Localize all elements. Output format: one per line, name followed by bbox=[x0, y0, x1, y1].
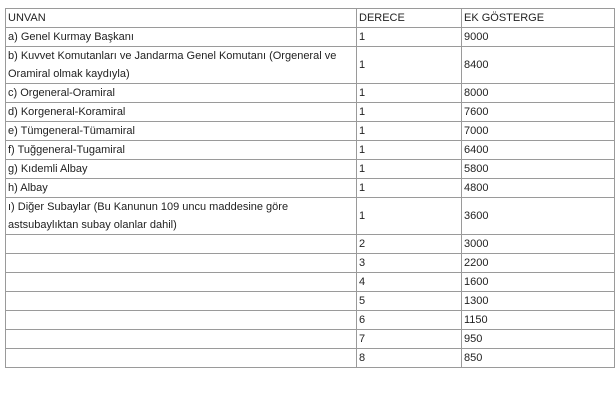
table-row bbox=[6, 330, 615, 349]
cell-ek-gosterge: 1150 bbox=[462, 311, 615, 330]
cell-unvan bbox=[6, 349, 357, 368]
table-row bbox=[6, 47, 615, 84]
cell-ek-gosterge: 950 bbox=[462, 330, 615, 349]
cell-derece: 1 bbox=[357, 47, 462, 84]
cell-unvan bbox=[6, 311, 357, 330]
header-unvan: UNVAN bbox=[6, 9, 357, 28]
cell-derece: 1 bbox=[357, 122, 462, 141]
cell-unvan: f) Tuğgeneral-Tugamiral bbox=[6, 141, 357, 160]
cell-derece: 1 bbox=[357, 179, 462, 198]
table-row bbox=[6, 273, 615, 292]
cell-derece: 1 bbox=[357, 141, 462, 160]
cell-ek-gosterge: 4800 bbox=[462, 179, 615, 198]
cell-derece: 1 bbox=[357, 103, 462, 122]
table-row bbox=[6, 84, 615, 103]
cell-ek-gosterge: 3000 bbox=[462, 235, 615, 254]
cell-unvan bbox=[6, 330, 357, 349]
cell-ek-gosterge: 3600 bbox=[462, 198, 615, 235]
rank-indicator-table bbox=[5, 8, 615, 368]
cell-derece: 4 bbox=[357, 273, 462, 292]
cell-derece: 6 bbox=[357, 311, 462, 330]
cell-unvan: g) Kıdemli Albay bbox=[6, 160, 357, 179]
cell-derece: 1 bbox=[357, 198, 462, 235]
cell-unvan: a) Genel Kurmay Başkanı bbox=[6, 28, 357, 47]
cell-ek-gosterge: 8000 bbox=[462, 84, 615, 103]
table-row bbox=[6, 160, 615, 179]
cell-unvan: c) Orgeneral-Oramiral bbox=[6, 84, 357, 103]
cell-derece: 7 bbox=[357, 330, 462, 349]
cell-derece: 1 bbox=[357, 160, 462, 179]
cell-derece: 5 bbox=[357, 292, 462, 311]
cell-ek-gosterge: 1300 bbox=[462, 292, 615, 311]
cell-derece: 8 bbox=[357, 349, 462, 368]
header-derece: DERECE bbox=[357, 9, 462, 28]
cell-ek-gosterge: 2200 bbox=[462, 254, 615, 273]
cell-ek-gosterge: 8400 bbox=[462, 47, 615, 84]
table-row bbox=[6, 122, 615, 141]
cell-unvan bbox=[6, 235, 357, 254]
cell-unvan bbox=[6, 254, 357, 273]
cell-derece: 1 bbox=[357, 28, 462, 47]
cell-unvan: e) Tümgeneral-Tümamiral bbox=[6, 122, 357, 141]
rank-table-container bbox=[5, 8, 615, 368]
cell-unvan: b) Kuvvet Komutanları ve Jandarma Genel Komutanı (Orgeneral ve Oramiral olmak kaydıyla) bbox=[6, 47, 357, 84]
cell-unvan bbox=[6, 273, 357, 292]
table-row bbox=[6, 235, 615, 254]
cell-derece: 3 bbox=[357, 254, 462, 273]
table-row bbox=[6, 141, 615, 160]
table-row bbox=[6, 254, 615, 273]
table-row bbox=[6, 311, 615, 330]
cell-ek-gosterge: 1600 bbox=[462, 273, 615, 292]
cell-ek-gosterge: 6400 bbox=[462, 141, 615, 160]
table-row bbox=[6, 28, 615, 47]
cell-ek-gosterge: 7600 bbox=[462, 103, 615, 122]
cell-derece: 2 bbox=[357, 235, 462, 254]
table-row bbox=[6, 198, 615, 235]
cell-unvan: d) Korgeneral-Koramiral bbox=[6, 103, 357, 122]
table-header-row bbox=[6, 9, 615, 28]
cell-ek-gosterge: 9000 bbox=[462, 28, 615, 47]
cell-unvan: h) Albay bbox=[6, 179, 357, 198]
table-row bbox=[6, 349, 615, 368]
table-row bbox=[6, 103, 615, 122]
header-ek-gosterge: EK GÖSTERGE bbox=[462, 9, 615, 28]
cell-ek-gosterge: 7000 bbox=[462, 122, 615, 141]
cell-derece: 1 bbox=[357, 84, 462, 103]
table-row bbox=[6, 292, 615, 311]
table-row bbox=[6, 179, 615, 198]
cell-unvan bbox=[6, 292, 357, 311]
cell-unvan: ı) Diğer Subaylar (Bu Kanunun 109 uncu maddesine göre astsubaylıktan subay olanlar dahil) bbox=[6, 198, 357, 235]
cell-ek-gosterge: 850 bbox=[462, 349, 615, 368]
cell-ek-gosterge: 5800 bbox=[462, 160, 615, 179]
